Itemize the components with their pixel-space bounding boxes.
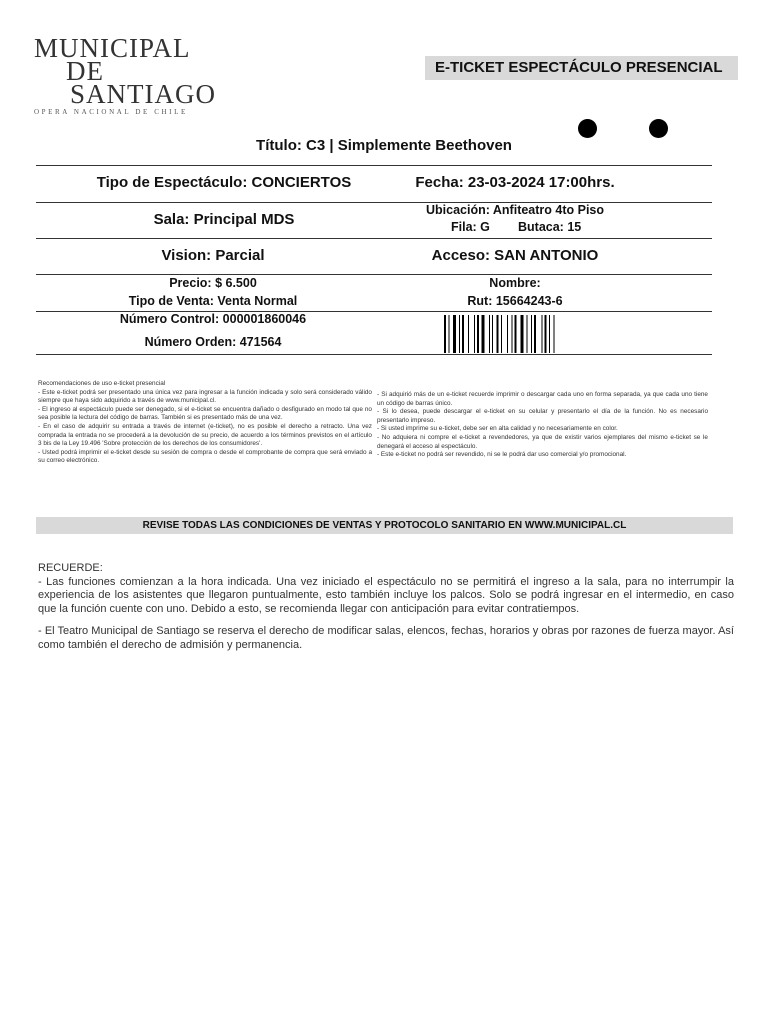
reco-line: - Si usted imprime su e-ticket, debe ser en alta calidad y no necesariamente en color. — [377, 425, 618, 433]
eticket-header: E-TICKET ESPECTÁCULO PRESENCIAL — [425, 56, 738, 80]
black-dot-icon — [578, 119, 597, 138]
price: Precio: $ 6.500 — [169, 276, 257, 290]
logo-line-municipal: MUNICIPAL — [34, 33, 191, 63]
reco-line: - El ingreso al espectáculo puede ser denegado, si el e-ticket se encuentra dañado o desfigurado en modo tal que no sea posible la lectura del código de barras. También si es presentado más de una vez. — [38, 405, 372, 422]
recommendations-right — [377, 391, 708, 460]
hall: Sala: Principal MDS — [153, 211, 295, 228]
reco-line: Recomendaciones de uso e-ticket presencial — [38, 380, 166, 387]
holder-name: Nombre: — [489, 276, 541, 290]
black-dot-icon — [649, 119, 668, 138]
reco-line: - Si adquirió más de un e-ticket recuerde imprimir o descargar cada uno en forma separada, ya que cada uno tiene un código de barras único. — [377, 391, 708, 407]
event-title: Título: C3 | Simplemente Beethoven — [256, 137, 512, 154]
logo-line-santiago: SANTIAGO — [70, 79, 216, 109]
recuerde-paragraph: - Las funciones comienzan a la hora indicada. Una vez iniciado el espectáculo no se permitirá el ingreso a la sala, para no interrumpir la experiencia de los asistentes que llegaron puntualmente, esto también incluye los palcos. Solo se podrá ingresar en el intermedio, en caso que la función cuente con uno. Debido a esto, se recomienda llegar con anticipación para evitar contratiempos. — [38, 575, 734, 615]
divider — [36, 354, 712, 355]
location: Ubicación: Anfiteatro 4to Piso — [425, 203, 605, 217]
vision: Vision: Parcial — [161, 247, 265, 264]
logo-line-de: DE — [66, 56, 104, 86]
barcode-icon — [444, 315, 586, 353]
reco-line: - En el caso de adquirir su entrada a través de internet (e-ticket), no es posible el derecho a retracto. Una vez comprada la entrada no se procederá a la devolución de su precio, de acuerdo a los términos previstos en el artículo 3 bis de la Ley 19.496 'Sobre protección de los derechos de los consumidores'. — [38, 422, 372, 448]
recuerde-heading: RECUERDE: — [38, 562, 103, 574]
access: Acceso: SAN ANTONIO — [431, 247, 599, 264]
reco-line: - Usted podrá imprimir el e-ticket desde su sesión de compra o desde el comprobante de compra que será enviado a su correo electrónico. — [38, 448, 372, 465]
row: Fila: G — [451, 220, 490, 234]
logo-tagline: OPERA NACIONAL DE CHILE — [34, 108, 188, 116]
show-type: Tipo de Espectáculo: CONCIERTOS — [96, 174, 352, 191]
reco-line: - Si lo desea, puede descargar el e-ticket en su celular y presentarlo el día de la función. No es necesario presentarlo impreso. — [377, 408, 708, 424]
seat: Butaca: 15 — [518, 220, 582, 234]
divider — [36, 274, 712, 275]
divider — [36, 165, 712, 166]
sale-type: Tipo de Venta: Venta Normal — [128, 294, 298, 308]
reco-line: - No adquiera ni compre el e-ticket a revendedores, ya que de existir varios ejemplares del mismo e-ticket se le denegará el acceso al espectáculo. — [377, 433, 708, 450]
holder-rut: Rut: 15664243-6 — [467, 294, 563, 308]
conditions-notice: REVISE TODAS LAS CONDICIONES DE VENTAS Y PROTOCOLO SANITARIO EN WWW.MUNICIPAL.CL — [36, 517, 733, 534]
order-number: Número Orden: 471564 — [144, 335, 282, 349]
reco-line: - Este e-ticket no podrá ser revendido, ni se le podrá dar uso comercial y/o promocional. — [377, 451, 627, 459]
recommendations-left — [38, 380, 372, 466]
recuerde-paragraph: - El Teatro Municipal de Santiago se reserva el derecho de modificar salas, elencos, fechas, horarios y obras por razones de fuerza mayor. Así como también el derecho de admisión y permanencia. — [38, 625, 734, 651]
control-number: Número Control: 000001860046 — [119, 312, 307, 326]
reco-line: - Este e-ticket podrá ser presentado una única vez para ingresar a la función indicada y solo será considerado válido siempre que haya sido adquirido a través de www.municipal.cl. — [38, 388, 372, 405]
recuerde-section — [38, 562, 734, 653]
show-date: Fecha: 23-03-2024 17:00hrs. — [415, 174, 615, 191]
divider — [36, 238, 712, 239]
logo — [34, 33, 216, 116]
